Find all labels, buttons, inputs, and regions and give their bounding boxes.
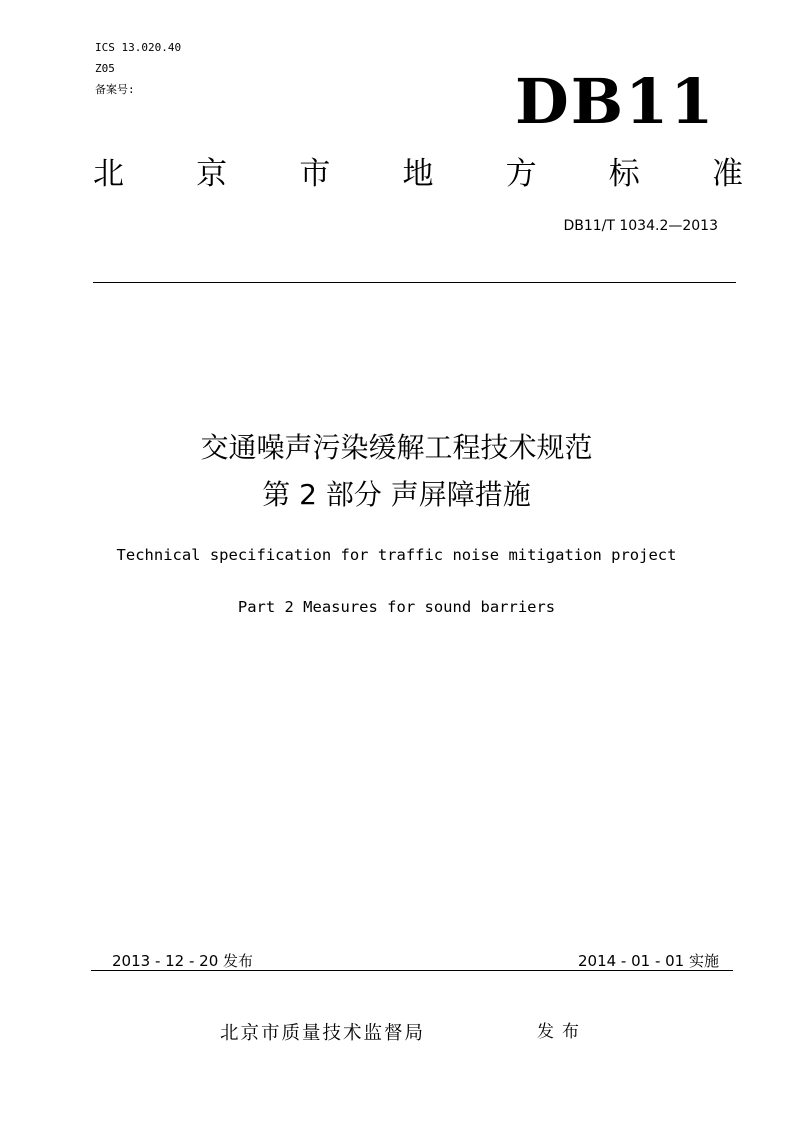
ics-code: ICS 13.020.40 [95, 41, 182, 54]
implementation-date: 2014 - 01 - 01 实施 [577, 952, 719, 970]
standard-code-logo: DB11 [515, 65, 716, 138]
title-chinese-part: 第 2 部分 声屏障措施 [262, 478, 531, 511]
local-standard-heading [93, 150, 743, 198]
local-standard-char: 地 [402, 156, 434, 192]
footer-divider [91, 970, 733, 971]
classification-block [95, 37, 181, 100]
issuing-authority: 北京市质量技术监督局 [220, 1023, 426, 1044]
category-code: Z05 [95, 62, 115, 75]
standard-number: DB11/T 1034.2—2013 [563, 218, 718, 234]
local-standard-char: 标 [608, 156, 640, 192]
local-standard-char: 方 [505, 156, 537, 192]
local-standard-char: 准 [711, 156, 743, 192]
issue-date: 2013 - 12 - 20 发布 [112, 952, 254, 970]
local-standard-char: 市 [299, 156, 331, 192]
title-chinese-main: 交通噪声污染缓解工程技术规范 [200, 431, 593, 464]
local-standard-char: 北 [93, 156, 124, 192]
filing-number-label: 备案号: [95, 83, 135, 96]
title-english-part: Part 2 Measures for sound barriers [237, 598, 556, 616]
header-divider [93, 282, 736, 283]
publish-label: 发布 [537, 1022, 587, 1042]
title-english-main: Technical specification for traffic noise mitigation project [116, 546, 677, 564]
local-standard-char: 京 [196, 156, 228, 192]
